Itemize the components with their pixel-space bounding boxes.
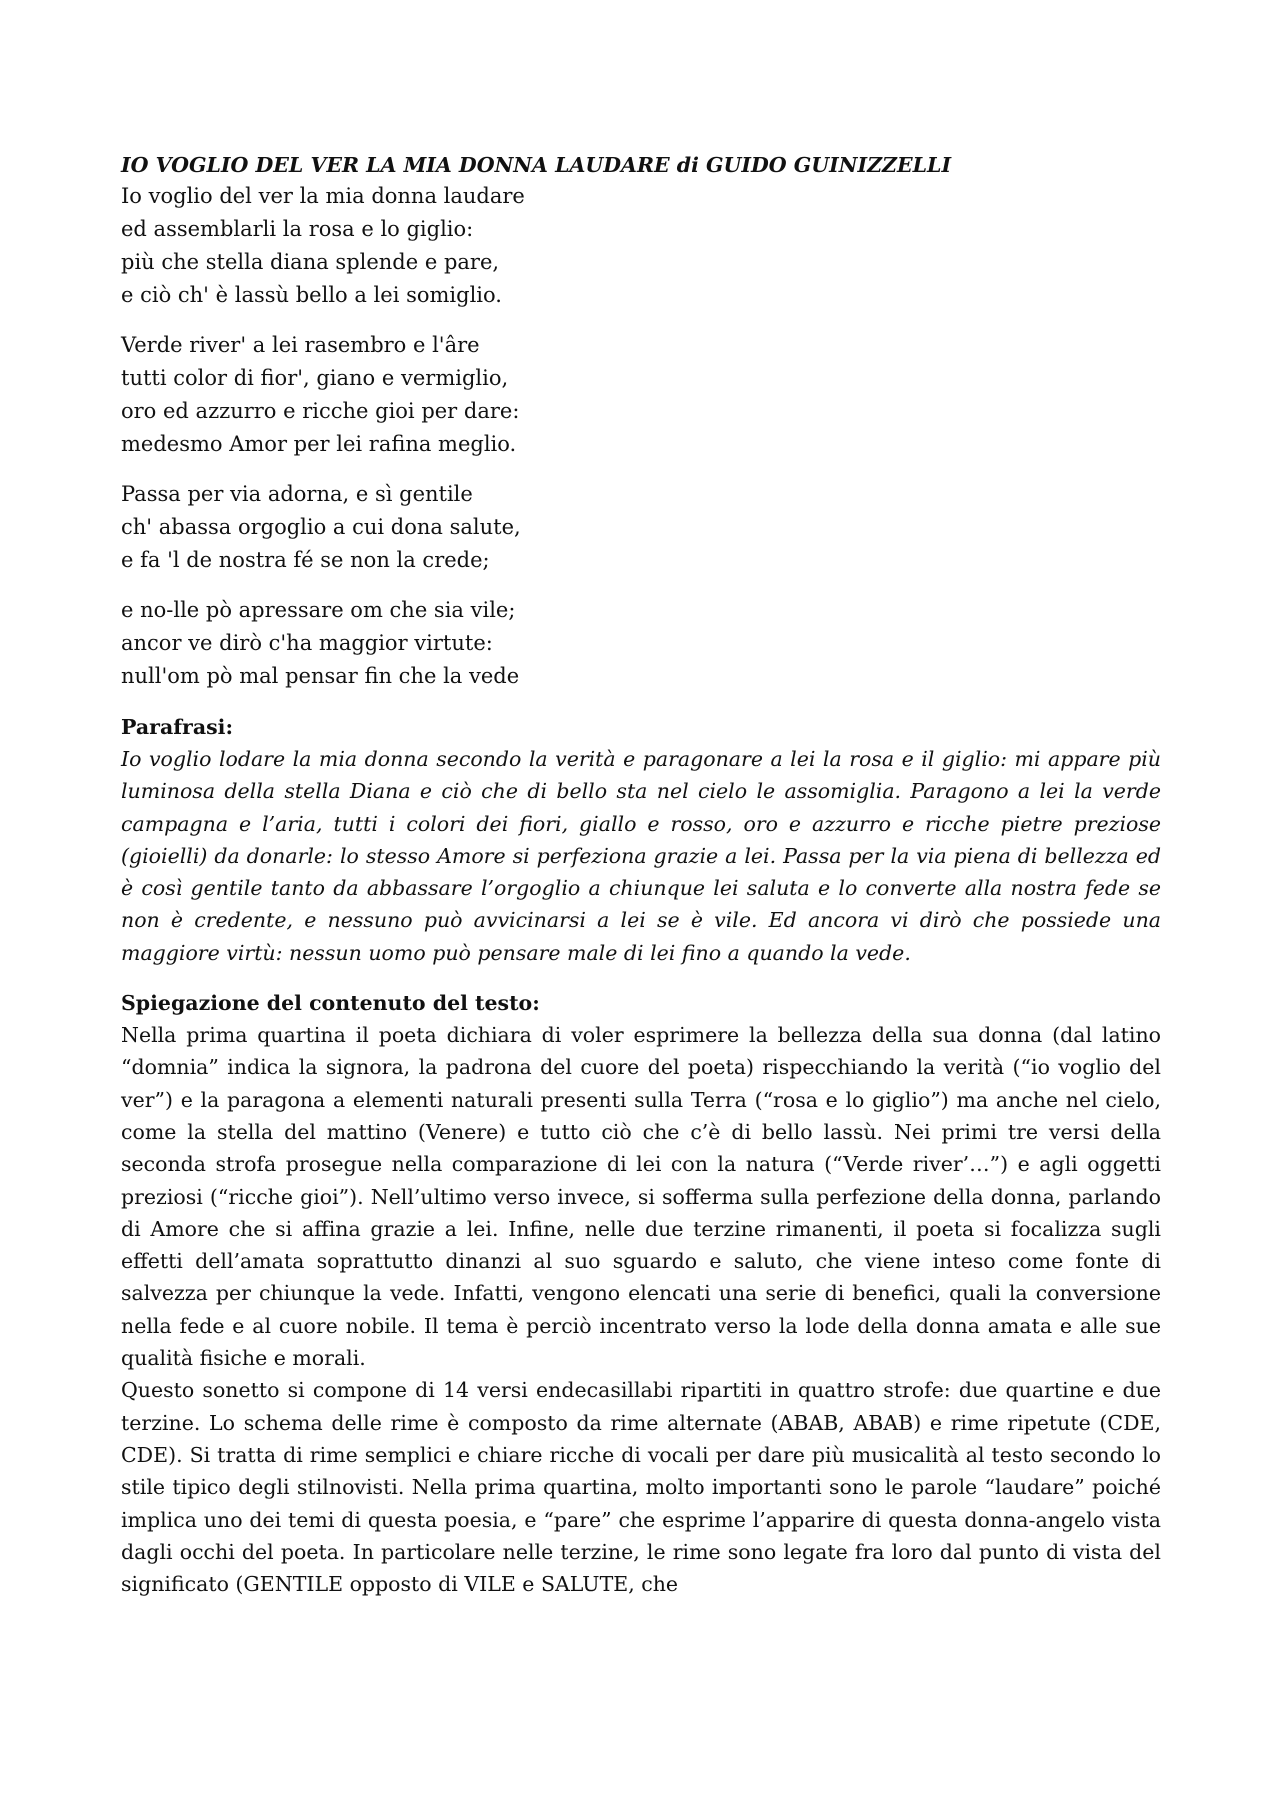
poem-verse: ancor ve dirò c'ha maggior virtute: bbox=[121, 631, 493, 655]
poem-verse: null'om pò mal pensar fin che la vede bbox=[121, 664, 520, 688]
poem-stanza-3 bbox=[121, 478, 1161, 577]
poem-stanza-2 bbox=[121, 329, 1161, 461]
explanation-heading: Spiegazione del contenuto del testo: bbox=[121, 991, 540, 1016]
poem-verse: ch' abassa orgoglio a cui dona salute, bbox=[121, 515, 521, 539]
paraphrase-text: Io voglio lodare la mia donna secondo la verità e paragonare a lei la rosa e il giglio: mi appare più luminosa della stella Diana e ciò che di bello sta nel cielo le assomiglia. Paragono a lei la verde campagna e l’aria, tutti i colori dei fiori, giallo e rosso, oro e azzurro e ricche pietre preziose (gioielli) da donarle: lo stesso Amore si perfeziona grazie a lei. Passa per la via piena di bellezza ed è così gentile tanto da abbassare l’orgoglio a chiunque lei saluta e lo converte alla nostra fede se non è credente, e nessuno può avvicinarsi a lei se è vile. Ed ancora vi dirò che possiede una maggiore virtù: nessun uomo può pensare male di lei fino a quando la vede. bbox=[121, 747, 1161, 965]
poem-verse: e ciò ch' è lassù bello a lei somiglio. bbox=[121, 283, 502, 307]
poem-verse: più che stella diana splende e pare, bbox=[121, 250, 500, 274]
poem-verse: tutti color di fior', giano e vermiglio, bbox=[121, 366, 509, 390]
explanation-paragraph-1: Nella prima quartina il poeta dichiara di voler esprimere la bellezza della sua donna (dal latino “domnia” indica la signora, la padrona del cuore del poeta) rispecchiando la verità (“io voglio del ver”) e la paragona a elementi naturali presenti sulla Terra (“rosa e lo giglio”) ma anche nel cielo, come la stella del mattino (Venere) e tutto ciò che c’è di bello lassù. Nei primi tre versi della seconda strofa prosegue nella comparazione di lei con la natura (“Verde river’…”) e agli oggetti preziosi (“ricche gioi”). Nell’ultimo verso invece, si sofferma sulla perfezione della donna, parlando di Amore che si affina grazie a lei. Infine, nelle due terzine rimanenti, il poeta si focalizza sugli effetti dell’amata soprattutto dinanzi al suo sguardo e saluto, che viene inteso come fonte di salvezza per chiunque la vede. Infatti, vengono elencati una serie di benefici, quali la conversione nella fede e al cuore nobile. Il tema è perciò incentrato verso la lode della donna amata e alle sue qualità fisiche e morali. bbox=[121, 1023, 1161, 1371]
poem-verse: ed assemblarli la rosa e lo giglio: bbox=[121, 217, 474, 241]
poem-verse: e fa 'l de nostra fé se non la crede; bbox=[121, 548, 490, 572]
poem-verse: medesmo Amor per lei rafina meglio. bbox=[121, 432, 517, 456]
paraphrase-heading: Parafrasi: bbox=[121, 715, 234, 739]
poem-verse: Passa per via adorna, e sì gentile bbox=[121, 482, 473, 506]
document-title: IO VOGLIO DEL VER LA MIA DONNA LAUDARE di GUIDO GUINIZZELLI bbox=[121, 153, 952, 177]
poem-verse: oro ed azzurro e ricche gioi per dare: bbox=[121, 399, 520, 423]
poem-stanza-4 bbox=[121, 594, 1161, 693]
poem-verse: Io voglio del ver la mia donna laudare bbox=[121, 184, 525, 208]
poem-stanza-1 bbox=[121, 180, 1161, 312]
poem-verse: Verde river' a lei rasembro e l'âre bbox=[121, 333, 480, 357]
document-page bbox=[121, 150, 1161, 1600]
explanation-paragraph-2: Questo sonetto si compone di 14 versi endecasillabi ripartiti in quattro strofe: due quartine e due terzine. Lo schema delle rime è composto da rime alternate (ABAB, ABAB) e rime ripetute (CDE, CDE). Si tratta di rime semplici e chiare ricche di vocali per dare più musicalità al testo secondo lo stile tipico degli stilnovisti. Nella prima quartina, molto importanti sono le parole “laudare” poiché implica uno dei temi di questa poesia, e “pare” che esprime l’apparire di questa donna-angelo vista dagli occhi del poeta. In particolare nelle terzine, le rime sono legate fra loro dal punto di vista del significato (GENTILE opposto di VILE e SALUTE, che bbox=[121, 1378, 1161, 1597]
poem bbox=[121, 180, 1161, 693]
poem-verse: e no-lle pò apressare om che sia vile; bbox=[121, 598, 516, 622]
